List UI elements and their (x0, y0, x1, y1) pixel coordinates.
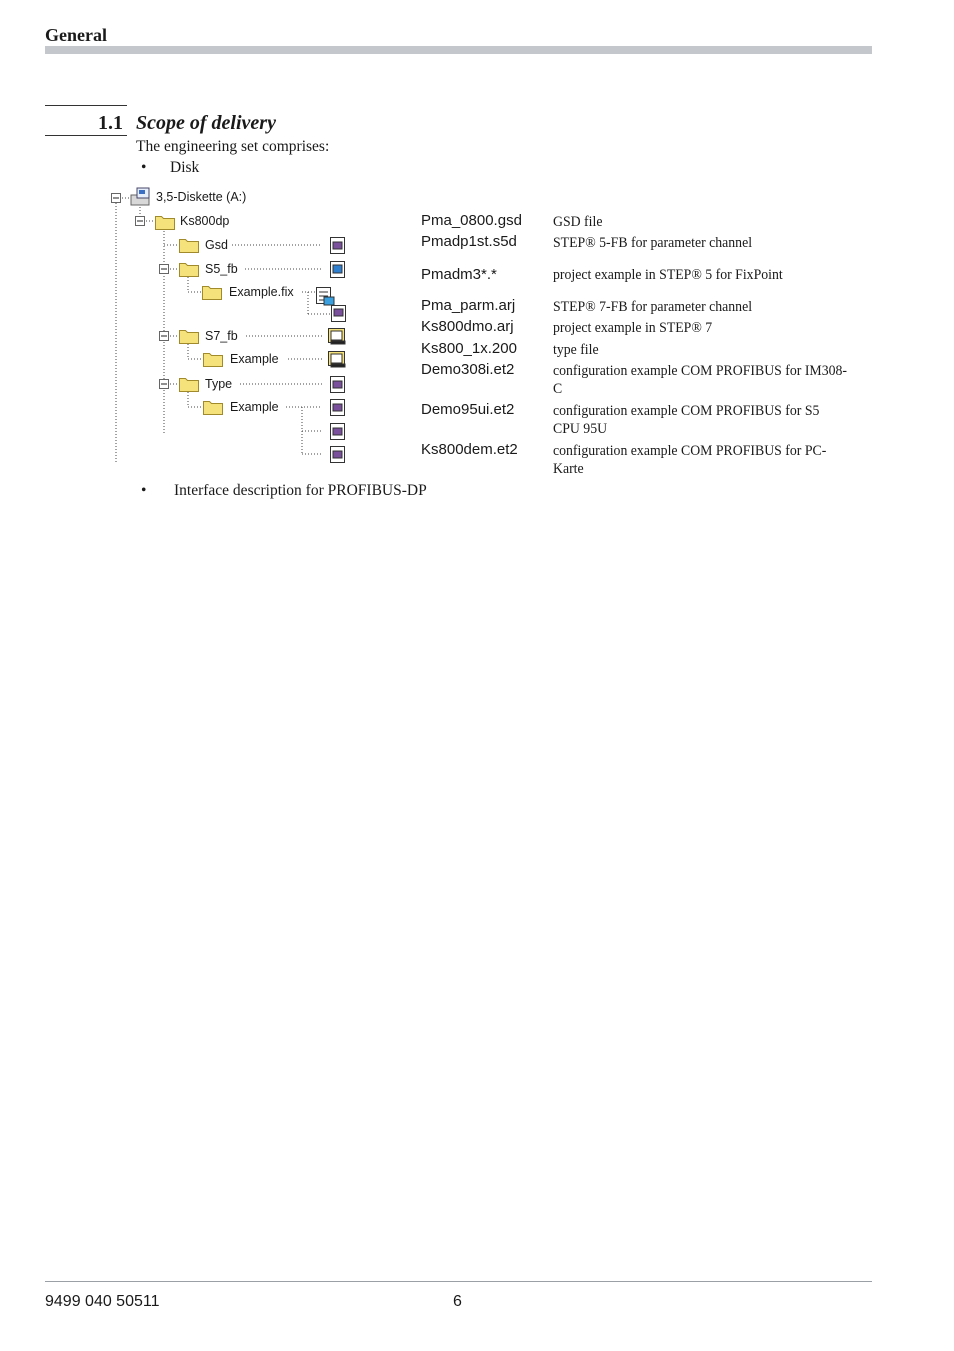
file-name-demo308: Demo308i.et2 (421, 361, 515, 378)
bullet-icon: • (141, 482, 147, 499)
file-icon-gsd (331, 238, 345, 254)
folder-icon-s7fb (180, 331, 199, 344)
file-name-dmo: Ks800dmo.arj (421, 318, 514, 335)
tree-node-example-s7[interactable]: Example (230, 352, 279, 366)
tree-node-example-type[interactable]: Example (230, 400, 279, 414)
folder-icon-type (180, 379, 199, 392)
folder-icon-example-s7 (204, 354, 223, 367)
bullet-icon: • (141, 159, 147, 176)
folder-icon-s5fb (180, 264, 199, 277)
tree-node-s7fb[interactable]: S7_fb (205, 329, 238, 343)
file-name-s5d: Pmadp1st.s5d (421, 233, 517, 250)
file-icon-et2-1 (331, 400, 345, 416)
file-icon-s7-dmo (329, 352, 346, 368)
file-desc-dmo: project example in STEP® 7 (553, 320, 713, 336)
file-desc-ks800dem: configuration example COM PROFIBUS for PC-Karte (553, 443, 827, 477)
footer-doc-number: 9499 040 50511 (45, 1293, 160, 1310)
tree-node-s5fb[interactable]: S5_fb (205, 262, 238, 276)
file-desc-type: type file (553, 342, 599, 358)
file-name-demo95: Demo95ui.et2 (421, 401, 515, 418)
footer-page-number: 6 (453, 1293, 462, 1310)
bullet-text: Interface description for PROFIBUS-DP (174, 482, 427, 499)
folder-icon-gsd (180, 240, 199, 253)
file-icon-et2-3 (331, 447, 345, 463)
tree-node-example-fix[interactable]: Example.fix (229, 285, 294, 299)
file-icon-s5d (331, 262, 345, 278)
intro-text: The engineering set comprises: (136, 138, 330, 155)
tree-node-gsd[interactable]: Gsd (205, 238, 228, 252)
file-desc-adm: project example in STEP® 5 for FixPoint (553, 267, 783, 283)
folder-icon-ks800dp (156, 217, 175, 230)
tree-node-drive[interactable]: 3,5-Diskette (A:) (156, 190, 247, 204)
file-name-parm: Pma_parm.arj (421, 297, 516, 314)
footer-rule (45, 1281, 872, 1282)
tree-node-type[interactable]: Type (205, 377, 233, 391)
section-title: Scope of delivery (136, 112, 276, 134)
file-icon-et2-2 (331, 424, 345, 440)
file-icon-fix-arj (332, 306, 346, 322)
file-icon-fix-app (324, 297, 334, 305)
bullet-text: Disk (170, 159, 200, 176)
file-name-ks800dem: Ks800dem.et2 (421, 441, 518, 458)
section-number: 1.1 (98, 112, 123, 134)
file-desc-gsd: GSD file (553, 214, 603, 230)
file-desc-parm: STEP® 7-FB for parameter channel (553, 299, 753, 315)
file-name-adm: Pmadm3*.* (421, 266, 497, 283)
file-desc-demo95: configuration example COM PROFIBUS for S5 CPU 95U (553, 403, 820, 437)
file-name-gsd: Pma_0800.gsd (421, 212, 522, 229)
file-icon-type (331, 377, 345, 393)
folder-icon-example-type (204, 402, 223, 415)
page-header-title: General (45, 25, 107, 45)
folder-icon-example-fix (203, 287, 222, 300)
drive-icon (131, 188, 149, 205)
file-icon-s7-parm (329, 329, 346, 345)
file-name-type: Ks800_1x.200 (421, 340, 517, 357)
file-desc-s5d: STEP® 5-FB for parameter channel (553, 235, 753, 251)
file-desc-demo308: configuration example COM PROFIBUS for IM308-C (553, 363, 847, 397)
tree-node-ks800dp[interactable]: Ks800dp (180, 214, 230, 228)
